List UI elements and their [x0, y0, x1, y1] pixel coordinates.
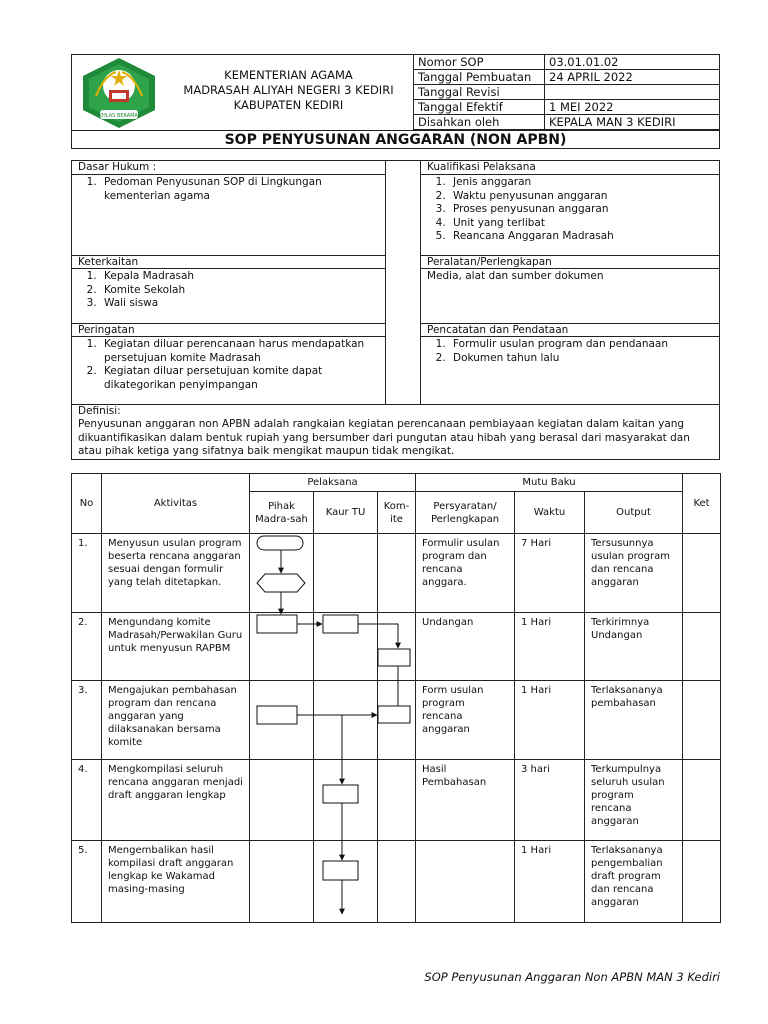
meta-value: KEPALA MAN 3 KEDIRI [545, 115, 720, 130]
list-item: 1. Formulir usulan program dan pendanaan [449, 338, 717, 352]
meta-value: 03.01.01.02 [545, 55, 720, 70]
header-komite: Kom-ite [378, 492, 416, 534]
peralatan-text: Media, alat dan sumber dokumen [427, 270, 604, 282]
row-aktivitas: Mengundang komite Madrasah/Perwakilan Guru untuk menyusun RAPBM [102, 613, 250, 681]
header-kaur-tu: Kaur TU [314, 492, 378, 534]
row-no: 1. [72, 534, 102, 613]
svg-text:IKHLAS BERAMAL: IKHLAS BERAMAL [97, 113, 141, 119]
list-item: 1. Jenis anggaran [449, 176, 717, 190]
row-aktivitas: Menyusun usulan program beserta rencana anggaran sesuai dengan formulir yang telah ditetapkan. [102, 534, 250, 613]
school-name: MADRASAH ALIYAH NEGERI 3 KEDIRI [183, 83, 394, 97]
meta-label: Disahkan oleh [414, 115, 545, 130]
flow-arrow [358, 624, 398, 648]
flow-process-box [323, 615, 358, 633]
definisi-text: Penyusunan anggaran non APBN adalah rangkaian kegiatan perencanaan pembiayaan kegiatan dalam kaitan yang dikuantifikasikan dalam bentuk rupiah yang bersumber dari pungutan atau hibah yang berasal dari masyarakat dan atau pihak ketiga yang sifatnya baik mengikat maupun tidak mengikat. [78, 418, 690, 457]
list-item: 3. Proses penyusunan anggaran [449, 203, 717, 217]
row-waktu: 7 Hari [515, 534, 585, 613]
kualifikasi-label: Kualifikasi Pelaksana [427, 161, 536, 173]
row-no: 4. [72, 760, 102, 841]
list-item: 2. Dokumen tahun lalu [449, 352, 717, 366]
row-persyaratan: Formulir usulan program dan rencana anggara. [416, 534, 515, 613]
row-no: 5. [72, 841, 102, 923]
pencatatan-label: Pencatatan dan Pendataan [427, 324, 569, 336]
header-waktu: Waktu [515, 492, 585, 534]
meta-value: 1 MEI 2022 [545, 100, 720, 115]
meta-label: Tanggal Pembuatan [414, 70, 545, 85]
row-waktu: 1 Hari [515, 841, 585, 923]
list-item: 2. Waktu penyusunan anggaran [449, 190, 717, 204]
flow-process-box [378, 706, 410, 723]
peringatan-label: Peringatan [78, 324, 135, 336]
row-waktu: 3 hari [515, 760, 585, 841]
row-waktu: 1 Hari [515, 681, 585, 760]
row-aktivitas: Mengkompilasi seluruh rencana anggaran menjadi draft anggaran lengkap [102, 760, 250, 841]
list-item: 3. Wali siswa [100, 297, 383, 311]
flow-process-box [323, 785, 358, 803]
row-output: Terkirimnya Undangan [585, 613, 683, 681]
list-item: 5. Reancana Anggaran Madrasah [449, 230, 717, 244]
list-item: 1. Kepala Madrasah [100, 270, 383, 284]
row-aktivitas: Mengembalikan hasil kompilasi draft anggaran lengkap ke Wakamad masing-masing [102, 841, 250, 923]
header-pelaksana: Pelaksana [250, 474, 416, 492]
row-no: 2. [72, 613, 102, 681]
flow-process-box [378, 649, 410, 666]
row-output: Terlaksananya pengembalian draft program dan rencana anggaran [585, 841, 683, 923]
header-mutu-baku: Mutu Baku [416, 474, 683, 492]
row-waktu: 1 Hari [515, 613, 585, 681]
document-title: SOP PENYUSUNAN ANGGARAN (NON APBN) [224, 132, 567, 148]
flow-process-box [323, 861, 358, 880]
keterkaitan-label: Keterkaitan [78, 256, 139, 268]
header-persyaratan: Persyaratan/ Perlengkapan [416, 492, 515, 534]
row-no: 3. [72, 681, 102, 760]
list-item: 4. Unit yang terlibat [449, 217, 717, 231]
list-item: 1. Kegiatan diluar perencanaan harus mendapatkan persetujuan komite Madrasah [100, 338, 368, 365]
list-item: 2. Komite Sekolah [100, 284, 383, 298]
meta-value: 24 APRIL 2022 [545, 70, 720, 85]
dasar-hukum-label: Dasar Hukum : [78, 161, 157, 173]
row-output: Tersusunnya usulan program dan rencana anggaran [585, 534, 683, 613]
flow-process-box [257, 615, 297, 633]
header-output: Output [585, 492, 683, 534]
flow-process-box [257, 706, 297, 724]
row-output: Terkumpulnya seluruh usulan program rencana anggaran [585, 760, 683, 841]
list-item: 1. Pedoman Penyusunan SOP di Lingkungan kementerian agama [100, 176, 383, 203]
row-aktivitas: Mengajukan pembahasan program dan rencana anggaran yang dilaksanakan bersama komite [102, 681, 250, 760]
row-output: Terlaksananya pembahasan [585, 681, 683, 760]
ministry-name: KEMENTERIAN AGAMA [224, 68, 353, 82]
header-no: No [72, 474, 102, 534]
header-ket: Ket [683, 474, 721, 534]
peralatan-label: Peralatan/Perlengkapan [427, 256, 552, 268]
row-persyaratan: Undangan [416, 613, 515, 681]
definisi-label: Definisi: [78, 405, 121, 417]
flow-start-terminator [257, 536, 303, 550]
header-pihak-madrasah: Pihak Madra-sah [250, 492, 314, 534]
meta-label: Tanggal Efektif [414, 100, 545, 115]
regency-name: KABUPATEN KEDIRI [233, 98, 344, 112]
meta-label: Tanggal Revisi [414, 85, 545, 100]
meta-label: Nomor SOP [414, 55, 545, 70]
row-persyaratan: Form usulan program rencana anggaran [416, 681, 515, 760]
flow-preparation-shape [257, 574, 305, 592]
footer-text: SOP Penyusunan Anggaran Non APBN MAN 3 Kediri [424, 970, 720, 984]
list-item: 2. Kegiatan diluar persetujuan komite dapat dikategorikan penyimpangan [100, 365, 368, 392]
row-persyaratan: Hasil Pembahasan [416, 760, 515, 841]
header-aktivitas: Aktivitas [102, 474, 250, 534]
